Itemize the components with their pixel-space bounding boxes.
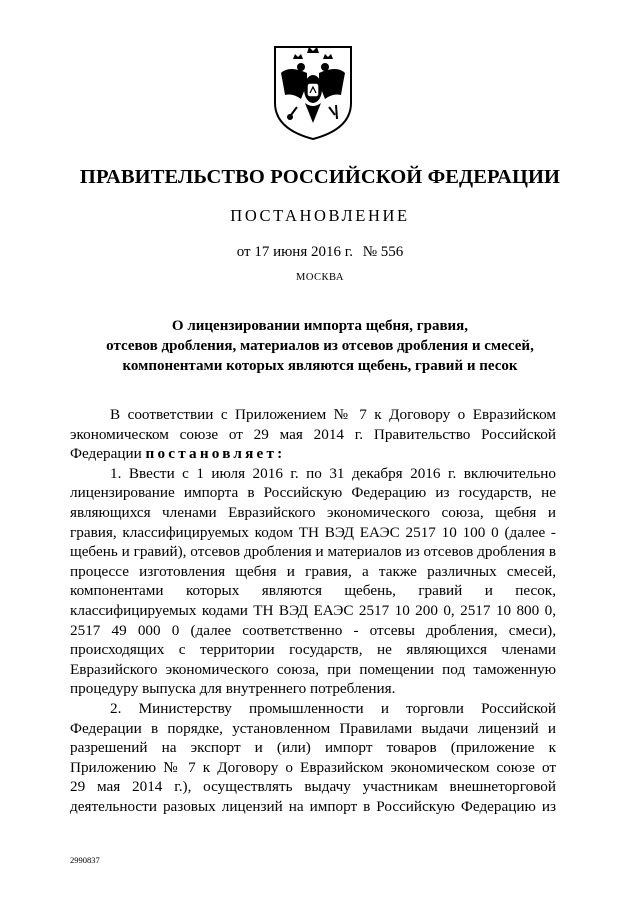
body-line: гравия, классифицируемых кодом ТН ВЭД ЕАЭС 2517 10 100 0 (далее -	[70, 523, 556, 541]
body-line: разрешений на экспорт и (или) импорт товаров (приложение к	[70, 739, 556, 757]
body-line: 2. Министерству промышленности и торговли Российской	[110, 699, 556, 717]
body-line: Евразийского экономического союза, при помещении под таможенную	[70, 660, 556, 678]
body-line: Приложению № 7 к Договору о Евразийском экономическом союзе от	[70, 758, 556, 776]
body-line: В соответствии с Приложением № 7 к Договору о Евразийском	[110, 406, 556, 423]
title-line: О лицензировании импорта щебня, гравия,	[171, 318, 469, 334]
body-line: деятельности разовых лицензий на импорт в Российскую Федерацию из	[70, 797, 556, 815]
body-line: происходящих с территории государств, не являющихся членами	[70, 641, 556, 659]
body-line-text: Федерации	[70, 445, 146, 463]
body-line: 1. Ввести с 1 июля 2016 г. по 31 декабря 2016 г. включительно	[110, 464, 556, 482]
title-line: компонентами которых являются щебень, гравий и песок	[122, 358, 518, 374]
document-code: 2990837	[70, 855, 100, 865]
date-number-line	[0, 244, 640, 261]
document-type: ПОСТАНОВЛЕНИЕ	[230, 206, 410, 225]
document-date: от 17 июня 2016 г.	[236, 244, 353, 260]
body-line: экономическом союзе от 29 мая 2014 г. Правительство Российской	[70, 425, 556, 443]
body-line: 29 мая 2014 г.), осуществлять выдачу участникам внешнеторговой	[70, 778, 556, 796]
body-line: процедуру выпуска для внутреннего потребления.	[70, 680, 396, 698]
body-line: 2517 49 000 0 (далее соответственно - отсевы дробления, смеси),	[70, 621, 556, 639]
body-line: компонентами которых являются щебень, гравий и песок,	[70, 582, 556, 600]
title-line: отсевов дробления, материалов из отсевов дробления и смесей,	[106, 338, 534, 354]
document-body	[70, 405, 556, 816]
body-line: являющихся членами Евразийского экономического союза, щебня и	[70, 503, 556, 521]
city: МОСКВА	[296, 272, 344, 283]
government-heading: ПРАВИТЕЛЬСТВО РОССИЙСКОЙ ФЕДЕРАЦИИ	[79, 166, 561, 188]
body-line: процессе изготовления щебня и гравия, а также различных смесей,	[70, 562, 556, 580]
document-title	[0, 316, 640, 376]
body-line: лицензирование импорта в Российскую Федерацию из государств, не	[70, 484, 556, 502]
body-line: Федерации в порядке, установленном Правилами выдачи лицензий и	[70, 719, 556, 737]
body-line: щебень и гравий), отсевов дробления и материалов из отсевов дробления в	[70, 543, 556, 561]
spaced-keyword: постановляет:	[145, 445, 286, 463]
coat-of-arms-emblem	[271, 43, 355, 141]
document-number: № 556	[362, 244, 404, 260]
body-line: классифицируемых кодами ТН ВЭД ЕАЭС 2517 10 200 0, 2517 10 800 0,	[70, 601, 556, 619]
body-line	[70, 444, 556, 464]
